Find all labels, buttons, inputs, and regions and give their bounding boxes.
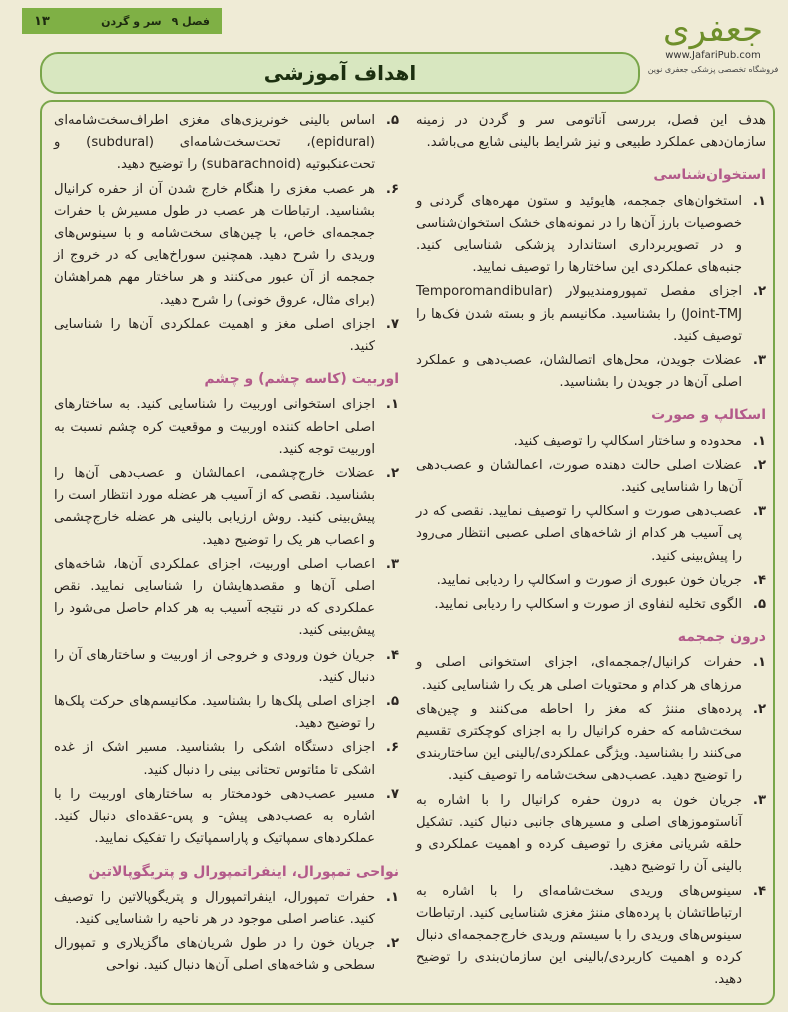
item-number: ۴. xyxy=(385,647,399,663)
objective-item xyxy=(54,394,399,461)
item-number: ۱. xyxy=(752,655,766,671)
objective-item xyxy=(416,570,766,592)
objective-item xyxy=(416,455,766,499)
item-text: الگوی تخلیه لنفاوی از صورت و اسکالپ را ردیابی نمایید. xyxy=(434,597,742,613)
objective-item xyxy=(416,431,766,453)
objective-item xyxy=(416,191,766,280)
item-text: مسیر عصب‌دهی خودمختار به ساختارهای اوربیت را با اشاره به عصب‌دهی پیش- و پس-عقده‌ای دنبال کنید. عملکردهای سمپاتیک و پاراسمپاتیک را تفکیک نمایید. xyxy=(54,786,375,847)
objective-item xyxy=(416,594,766,616)
item-text: عضلات جویدن، محل‌های اتصالشان، عصب‌دهی و عملکرد اصلی آن‌ها در جویدن را بشناسید. xyxy=(416,353,742,391)
objective-item xyxy=(416,652,766,696)
intro-paragraph: هدف این فصل، بررسی آناتومی سر و گردن در زمینه سازمان‌دهی عملکرد طبیعی و نیز شرایط بالینی شایع می‌باشد. xyxy=(416,113,766,151)
logo-mark: جعفری xyxy=(663,10,763,50)
objective-item xyxy=(416,350,766,394)
item-text: استخوان‌های جمجمه، هایوئید و ستون مهره‌های گردنی و خصوصیات بارز آن‌ها را در نمونه‌های خشک استخوان‌شناسی و در تصویربرداری استاندارد پزشکی شناسایی کنید. جنبه‌های عملکردی این ساختارها را توصیف نمایید. xyxy=(416,193,742,276)
item-text: پرده‌های مننژ که مغز را احاطه می‌کنند و چین‌های سخت‌شامه که حفره کرانیال را به اجزای کوچکتری تقسیم می‌کنند را بشناسید. ویژگی عملکردی/بالینی این ساختاربندی را توضیح دهید. عصب‌دهی سخت‌شامه را توصیف کنید. xyxy=(416,701,742,784)
item-number: ۲. xyxy=(752,701,766,717)
item-number: ۴. xyxy=(752,883,766,899)
item-number: ۱. xyxy=(385,889,399,905)
item-text: هر عصب مغزی را هنگام خارج شدن آن از حفره کرانیال بشناسید. ارتباطات هر عصب در طول مسیرش با حفرات جمجمه‌ای خاص، با چین‌های سخت‌شامه و با سینوس‌های وریدی را شرح دهید. همچنین سوراخ‌هایی که در خروج از جمجمه از آن عبور می‌کنند و هر ساختار مهم همراهشان (برای مثال، عروق خونی) را شرح دهید. xyxy=(54,181,375,308)
publisher-url: www.JafariPub.com xyxy=(665,50,761,61)
section-heading: استخوان‌شناسی xyxy=(653,167,766,184)
objective-item xyxy=(54,110,399,177)
page-title: اهداف آموزشی xyxy=(263,61,417,85)
item-number: ۶. xyxy=(385,740,399,756)
objective-item xyxy=(54,463,399,552)
objective-item xyxy=(54,784,399,851)
objective-item xyxy=(416,790,766,879)
publisher-subtitle: فروشگاه تخصصی پزشکی جعفری نوین xyxy=(647,65,779,74)
section-heading: درون جمجمه xyxy=(677,629,766,646)
item-number: ۵. xyxy=(752,597,766,613)
item-text: اجزای اصلی پلک‌ها را بشناسید. مکانیسم‌های حرکت پلک‌ها را توضیح دهید. xyxy=(54,694,375,732)
item-text: عضلات اصلی حالت دهنده صورت، اعمالشان و عصب‌دهی آن‌ها را شناسایی کنید. xyxy=(416,457,742,496)
objective-item xyxy=(54,179,399,312)
item-number: ۳. xyxy=(752,353,766,369)
left-sections xyxy=(54,368,399,977)
item-number: ۲. xyxy=(752,457,766,473)
item-text: اجزای اصلی مغز و اهمیت عملکردی آن‌ها را شناسایی کنید. xyxy=(54,316,375,355)
item-text: جریان خون به درون حفره کرانیال را با اشاره به آناستوموزهای اصلی و مسیرهای جانبی دنبال کنید. تشکیل حلقه شریانی مغزی را توصیف کرده و اهمیت عملکردی و بالینی آن را توضیح دهید. xyxy=(416,792,742,875)
item-number: ۵. xyxy=(385,113,399,128)
item-number: ۳. xyxy=(752,792,766,808)
objective-item xyxy=(54,691,399,735)
objective-item xyxy=(416,699,766,788)
item-text: جریان خون عبوری از صورت و اسکالپ را ردیابی نمایید. xyxy=(436,572,742,588)
section-heading: اسکالپ و صورت xyxy=(651,407,766,424)
objective-item xyxy=(416,281,766,348)
objective-item xyxy=(416,501,766,568)
left-continued-items xyxy=(54,110,399,358)
item-text: اساس بالینی خونریزی‌های مغزی اطراف‌سخت‌شامه‌ای (epidural)، تحت‌سخت‌شامه‌ای (subdural) و تحت‌عنکبوتیه (subarachnoid) را توضیح دهید. xyxy=(54,113,375,173)
chapter-topic: سر و گردن xyxy=(101,14,162,28)
item-text: عصب‌دهی صورت و اسکالپ را توصیف نمایید. نقصی که در پی آسیب هر کدام از شاخه‌های اصلی عصبی انتظار می‌رود را پیش‌بینی کنید. xyxy=(416,504,742,564)
item-number: ۶. xyxy=(385,181,399,197)
item-number: ۲. xyxy=(385,466,399,482)
page-number: ۱۳ xyxy=(34,13,50,29)
objective-item xyxy=(54,887,399,931)
right-column xyxy=(416,110,766,994)
item-text: اجزای مفصل تمپورومندیبولار (Temporomandibular Joint-TMJ) را بشناسید. مکانیسم باز و بسته شدن فک‌ها را توصیف کنید. xyxy=(416,284,742,344)
item-text: اعصاب اصلی اوربیت، اجزای عملکردی آن‌ها، شاخه‌های اصلی آن‌ها و مقصدهایشان را شناسایی نمایید. نقص عملکردی که در نتیجه آسیب به هر کدام حاصل می‌شود را پیش‌بینی کنید. xyxy=(54,556,375,639)
item-number: ۱. xyxy=(385,397,399,413)
section-heading: نواحی تمپورال، اینفراتمپورال و پتریگوپالاتین xyxy=(88,863,399,880)
chapter-label: فصل ۹ xyxy=(171,14,210,28)
objective-item xyxy=(54,933,399,977)
item-number: ۴. xyxy=(752,572,766,588)
item-text: حفرات تمپورال، اینفراتمپورال و پتریگوپالاتین را توصیف کنید. عناصر اصلی موجود در هر ناحیه را شناسایی کنید. xyxy=(54,889,375,927)
item-text: حفرات کرانیال/جمجمه‌ای، اجزای استخوانی اصلی و مرزهای هر کدام و محتویات اصلی هر یک را شناسایی کنید. xyxy=(416,655,742,693)
item-number: ۱. xyxy=(752,433,766,449)
item-number: ۳. xyxy=(385,556,399,572)
running-header xyxy=(22,8,222,34)
item-number: ۳. xyxy=(752,504,766,520)
item-number: ۷. xyxy=(385,316,399,332)
item-text: اجزای دستگاه اشکی را بشناسید. مسیر اشک از غده اشکی تا مئاتوس تحتانی بینی را دنبال کنید. xyxy=(54,740,375,778)
item-number: ۲. xyxy=(752,284,766,300)
running-header-chapter xyxy=(101,15,210,28)
item-text: اجزای استخوانی اوربیت را شناسایی کنید. به ساختارهای اصلی احاطه کننده اوربیت و موقعیت کره چشم نسبت به اوربیت توجه کنید. xyxy=(54,397,375,457)
section-heading: اوربیت (کاسه چشم) و چشم xyxy=(204,371,399,388)
objective-item xyxy=(54,737,399,781)
item-text: جریان خون را در طول شریان‌های ماگزیلاری و تمپورال سطحی و شاخه‌های اصلی آن‌ها دنبال کنید. نواحی xyxy=(54,936,375,974)
objective-item xyxy=(54,314,399,358)
item-number: ۱. xyxy=(752,193,766,209)
objective-item xyxy=(54,554,399,643)
item-number: ۷. xyxy=(385,786,399,802)
publisher-logo xyxy=(643,10,783,98)
objective-item xyxy=(54,645,399,689)
item-text: جریان خون ورودی و خروجی از اوربیت و ساختارهای آن را دنبال کنید. xyxy=(54,647,375,685)
item-text: سینوس‌های وریدی سخت‌شامه‌ای را با اشاره به ارتباطاتشان با پرده‌های مننژ مغزی شناسایی کنید. ارتباطات سینوس‌های وریدی را با سیستم وریدی خارج‌جمجمه‌ای دنبال کرده و اهمیت کاربردی/بالینی این سازمان‌بندی را توضیح دهید. xyxy=(416,883,742,988)
left-column xyxy=(54,110,399,980)
right-sections xyxy=(416,164,766,991)
item-number: ۲. xyxy=(385,936,399,952)
item-number: ۵. xyxy=(385,694,399,710)
item-text: محدوده و ساختار اسکالپ را توصیف کنید. xyxy=(513,433,742,449)
item-text: عضلات خارج‌چشمی، اعمالشان و عصب‌دهی آن‌ها را بشناسید. نقصی که از آسیب هر عضله مورد انتظار است را پیش‌بینی کنید. روش ارزیابی بالینی هر عضله خارج‌چشمی و اعصاب هر یک را توضیح دهید. xyxy=(54,466,375,548)
page-title-box xyxy=(40,52,640,94)
objective-item xyxy=(416,881,766,992)
